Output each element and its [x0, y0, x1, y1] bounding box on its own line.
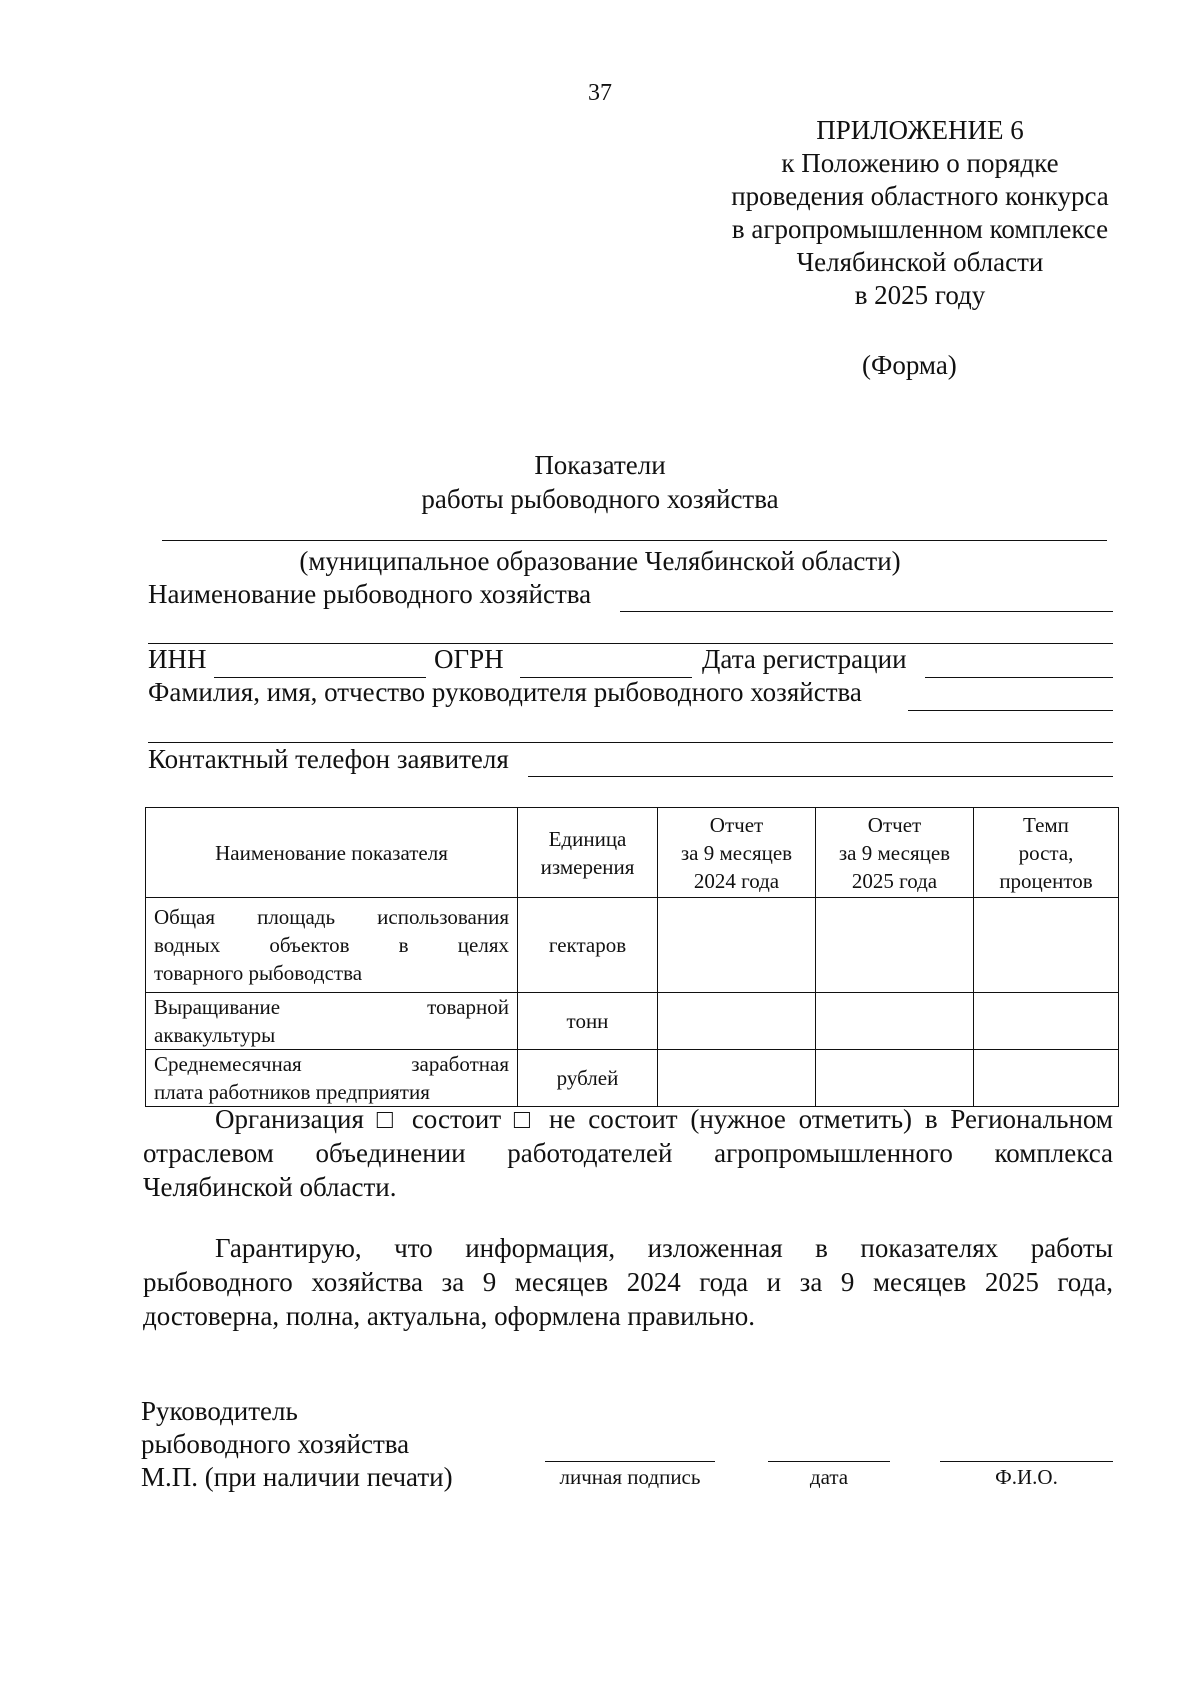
row-indicator-name-text: Среднемесячная заработная: [154, 1052, 509, 1076]
contact-phone-label: Контактный телефон заявителя: [148, 744, 509, 774]
appendix-header: [690, 114, 1150, 312]
header-indicator-name-text: Наименование показателя: [215, 840, 448, 865]
row-indicator-name: [146, 898, 518, 993]
header-report-2025-text: Отчет: [867, 812, 922, 837]
header-growth-rate: [974, 808, 1119, 898]
header-unit-text: измерения: [540, 854, 635, 879]
membership-line: Челябинской области.: [143, 1172, 397, 1202]
document-title: [0, 448, 1200, 516]
header-growth-rate-text: Темп: [1023, 812, 1069, 837]
row-unit: рублей: [518, 1050, 658, 1107]
table-header-row: [146, 808, 1119, 898]
municipality-caption: (муниципальное образование Челябинской области): [299, 546, 901, 576]
row-indicator-name: [146, 993, 518, 1050]
header-indicator-name: [146, 808, 518, 898]
stamp-note: М.П. (при наличии печати): [141, 1462, 453, 1492]
page-number: 37: [588, 80, 612, 106]
row-indicator-name-text: Выращивание товарной: [154, 995, 509, 1019]
registration-date-blank-line[interactable]: [925, 677, 1113, 678]
header-report-2024-text: 2024 года: [693, 868, 780, 893]
header-unit: [518, 808, 658, 898]
signer-title: Руководитель: [141, 1396, 298, 1426]
fio-blank-line[interactable]: [940, 1461, 1113, 1462]
table-row: [146, 993, 1119, 1050]
row-indicator-name-text: товарного рыбоводства: [154, 961, 363, 985]
head-name-blank-line[interactable]: [908, 710, 1113, 711]
row-indicator-name-text: Общая площадь использования: [154, 905, 509, 929]
appendix-line: проведения областного конкурса: [731, 181, 1109, 211]
guarantee-line: Гарантирую, что информация, изложенная в показателях работы: [215, 1233, 1113, 1263]
guarantee-line: достоверна, полна, актуальна, оформлена правильно.: [143, 1301, 756, 1331]
appendix-line: в 2025 году: [854, 280, 986, 310]
membership-line: отраслевом объединении работодателей агропромышленного комплекса: [143, 1138, 1113, 1168]
form-label: (Форма): [862, 350, 957, 380]
row-unit: тонн: [518, 993, 658, 1050]
head-name-label: Фамилия, имя, отчество руководителя рыбоводного хозяйства: [148, 677, 862, 707]
cell-report-2024[interactable]: [658, 993, 816, 1050]
cell-report-2025[interactable]: [816, 1050, 974, 1107]
appendix-title: ПРИЛОЖЕНИЕ 6: [816, 115, 1024, 145]
table-row: [146, 898, 1119, 993]
guarantee-paragraph: [143, 1231, 1113, 1333]
row-indicator-name-text: водных объектов в целях: [154, 933, 509, 957]
farm-name-label: Наименование рыбоводного хозяйства: [148, 579, 592, 609]
cell-report-2025[interactable]: [816, 993, 974, 1050]
signer-block: [141, 1395, 453, 1494]
appendix-line: к Положению о порядке: [781, 148, 1059, 178]
inn-label: ИНН: [148, 644, 207, 674]
farm-name-blank-line[interactable]: [620, 611, 1113, 612]
contact-phone-blank-line[interactable]: [528, 776, 1113, 777]
header-report-2025-text: за 9 месяцев: [838, 840, 951, 865]
farm-name-blank-line-2[interactable]: [148, 643, 1113, 644]
header-growth-rate-text: процентов: [999, 868, 1093, 893]
appendix-line: Челябинской области: [796, 247, 1044, 277]
signer-title: рыбоводного хозяйства: [141, 1429, 410, 1459]
header-report-2024-text: Отчет: [709, 812, 764, 837]
document-title-line2: работы рыбоводного хозяйства: [421, 484, 779, 514]
date-blank-line[interactable]: [768, 1461, 890, 1462]
header-report-2025-text: 2025 года: [851, 868, 938, 893]
header-unit-text: Единица: [548, 826, 627, 851]
cell-growth-rate[interactable]: [974, 993, 1119, 1050]
membership-line: Организация □ состоит □ не состоит (нужное отметить) в Региональном: [215, 1104, 1113, 1134]
membership-paragraph: [143, 1102, 1113, 1204]
header-report-2025: [816, 808, 974, 898]
appendix-line: в агропромышленном комплексе: [731, 214, 1109, 244]
header-growth-rate-text: роста,: [1018, 840, 1074, 865]
fio-caption: Ф.И.О.: [995, 1465, 1058, 1489]
municipality-blank-line[interactable]: [162, 540, 1107, 541]
signature-blank-line[interactable]: [545, 1461, 715, 1462]
cell-report-2024[interactable]: [658, 898, 816, 993]
ogrn-label: ОГРН: [434, 644, 504, 674]
table-row: [146, 1050, 1119, 1107]
header-report-2024: [658, 808, 816, 898]
signature-caption: личная подпись: [559, 1465, 701, 1489]
date-caption: дата: [809, 1465, 849, 1489]
cell-growth-rate[interactable]: [974, 1050, 1119, 1107]
cell-report-2025[interactable]: [816, 898, 974, 993]
document-title-line1: Показатели: [534, 450, 666, 480]
head-name-blank-line-2[interactable]: [148, 742, 1113, 743]
cell-report-2024[interactable]: [658, 1050, 816, 1107]
row-unit: гектаров: [518, 898, 658, 993]
row-indicator-name-text: плата работников предприятия: [154, 1080, 430, 1104]
indicators-table: [145, 807, 1119, 1107]
row-indicator-name: [146, 1050, 518, 1107]
header-report-2024-text: за 9 месяцев: [680, 840, 793, 865]
registration-date-label: Дата регистрации: [702, 644, 907, 674]
row-indicator-name-text: аквакультуры: [154, 1023, 276, 1047]
cell-growth-rate[interactable]: [974, 898, 1119, 993]
guarantee-line: рыбоводного хозяйства за 9 месяцев 2024 года и за 9 месяцев 2025 года,: [143, 1267, 1113, 1297]
